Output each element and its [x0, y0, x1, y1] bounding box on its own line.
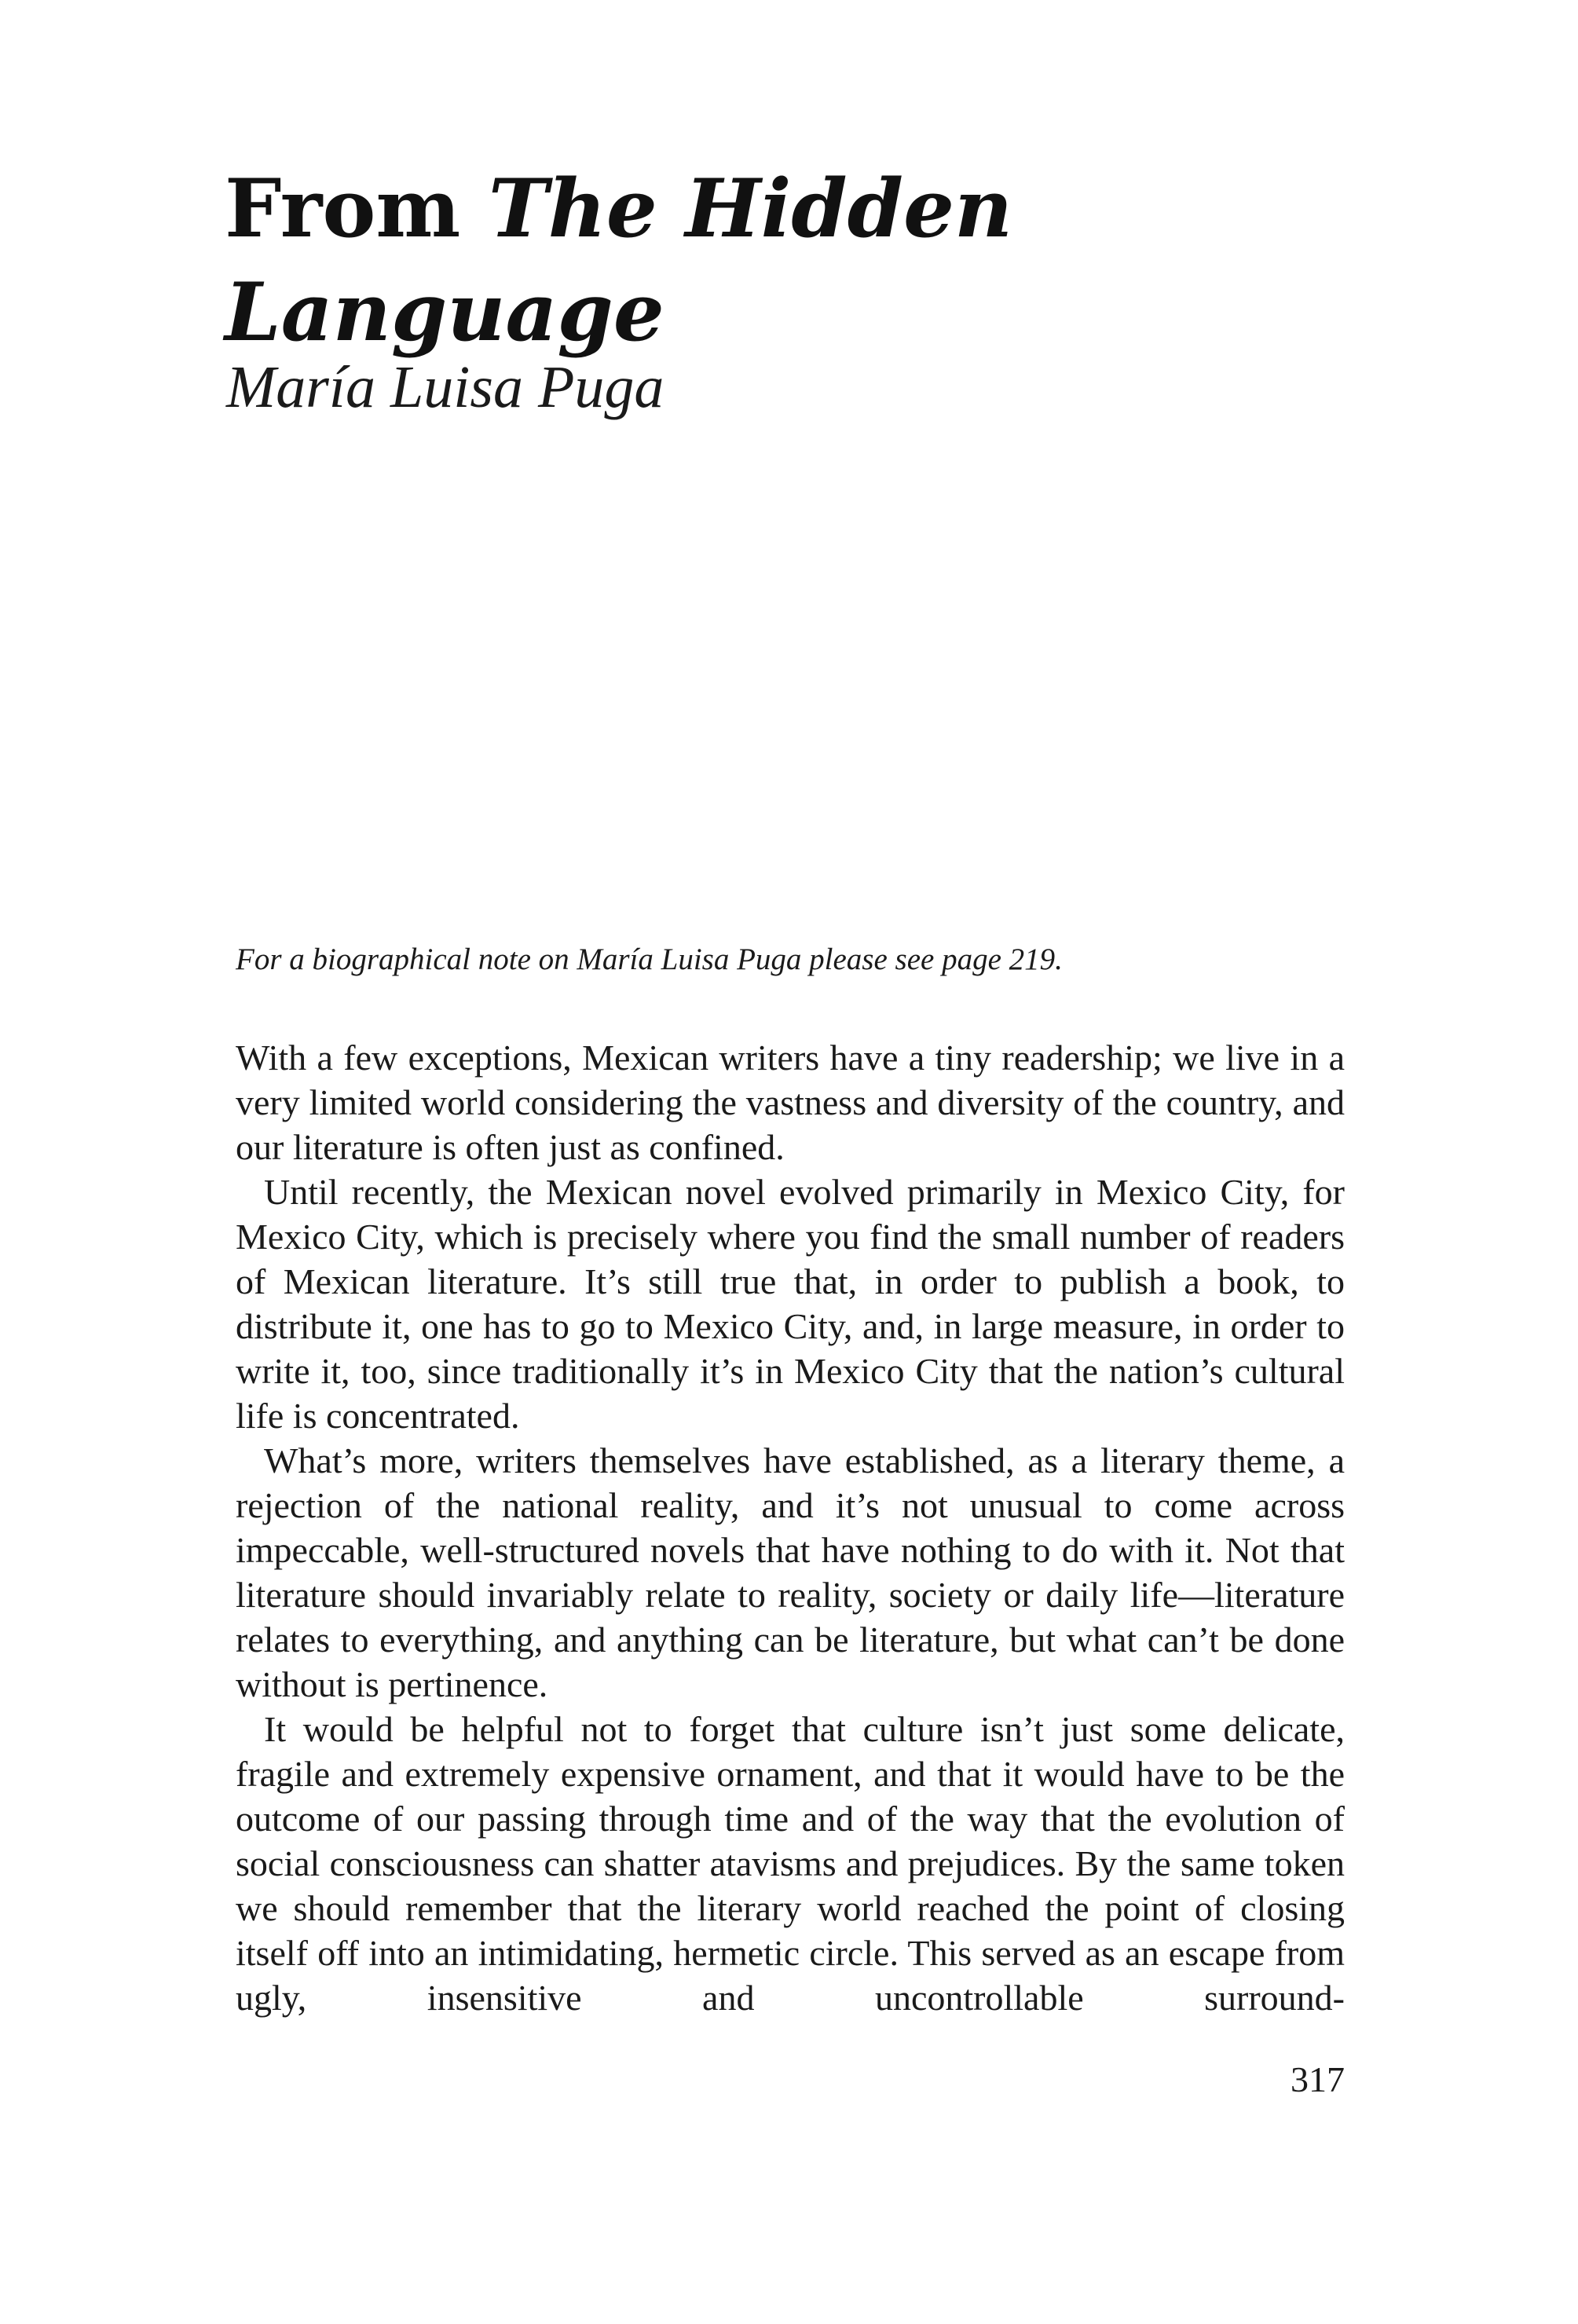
page-number: 317: [1291, 2059, 1345, 2099]
title-italic: The Hidden Language: [225, 162, 1013, 360]
title-prefix: From: [225, 162, 489, 256]
biographical-note: For a biographical note on María Luisa Puga please see page 219.: [236, 942, 1063, 976]
author-name: María Luisa Puga: [226, 354, 665, 420]
paragraph-3: What’s more, writers themselves have established, as a literary theme, a rejection of the national reality, and it’s not unusual to come across impeccable, well-structured novels that have nothing to do with it. Not that literature should invariably relate to reality, society or daily life—literature relates to everything, and anything can be literature, but what can’t be done without is pertinence.: [236, 1440, 1345, 1704]
body-text: [236, 1035, 1345, 2020]
paragraph-4: It would be helpful not to forget that culture isn’t just some delicate, fragile and extremely expensive ornament, and that it would have to be the outcome of our passing through time and of the way that the evolution of social consciousness can shatter atavisms and prejudices. By the same token we should remember that the literary world reached the point of closing itself off into an intimidating, hermetic circle. This served as an escape from ugly, insensitive and uncontrollable surround-: [236, 1709, 1345, 2018]
paragraph-1: With a few exceptions, Mexican writers have a tiny readership; we live in a very limited world considering the vastness and diversity of the country, and our literature is often just as confined.: [236, 1038, 1345, 1167]
paragraph-2: Until recently, the Mexican novel evolved primarily in Mexico City, for Mexico City, which is precisely where you find the small number of readers of Mexican literature. It’s still true that, in order to publish a book, to distribute it, one has to go to Mexico City, and, in large measure, in order to write it, too, since traditionally it’s in Mexico City that the nation’s cultural life is concentrated.: [236, 1172, 1345, 1436]
page-title: [225, 157, 1403, 364]
